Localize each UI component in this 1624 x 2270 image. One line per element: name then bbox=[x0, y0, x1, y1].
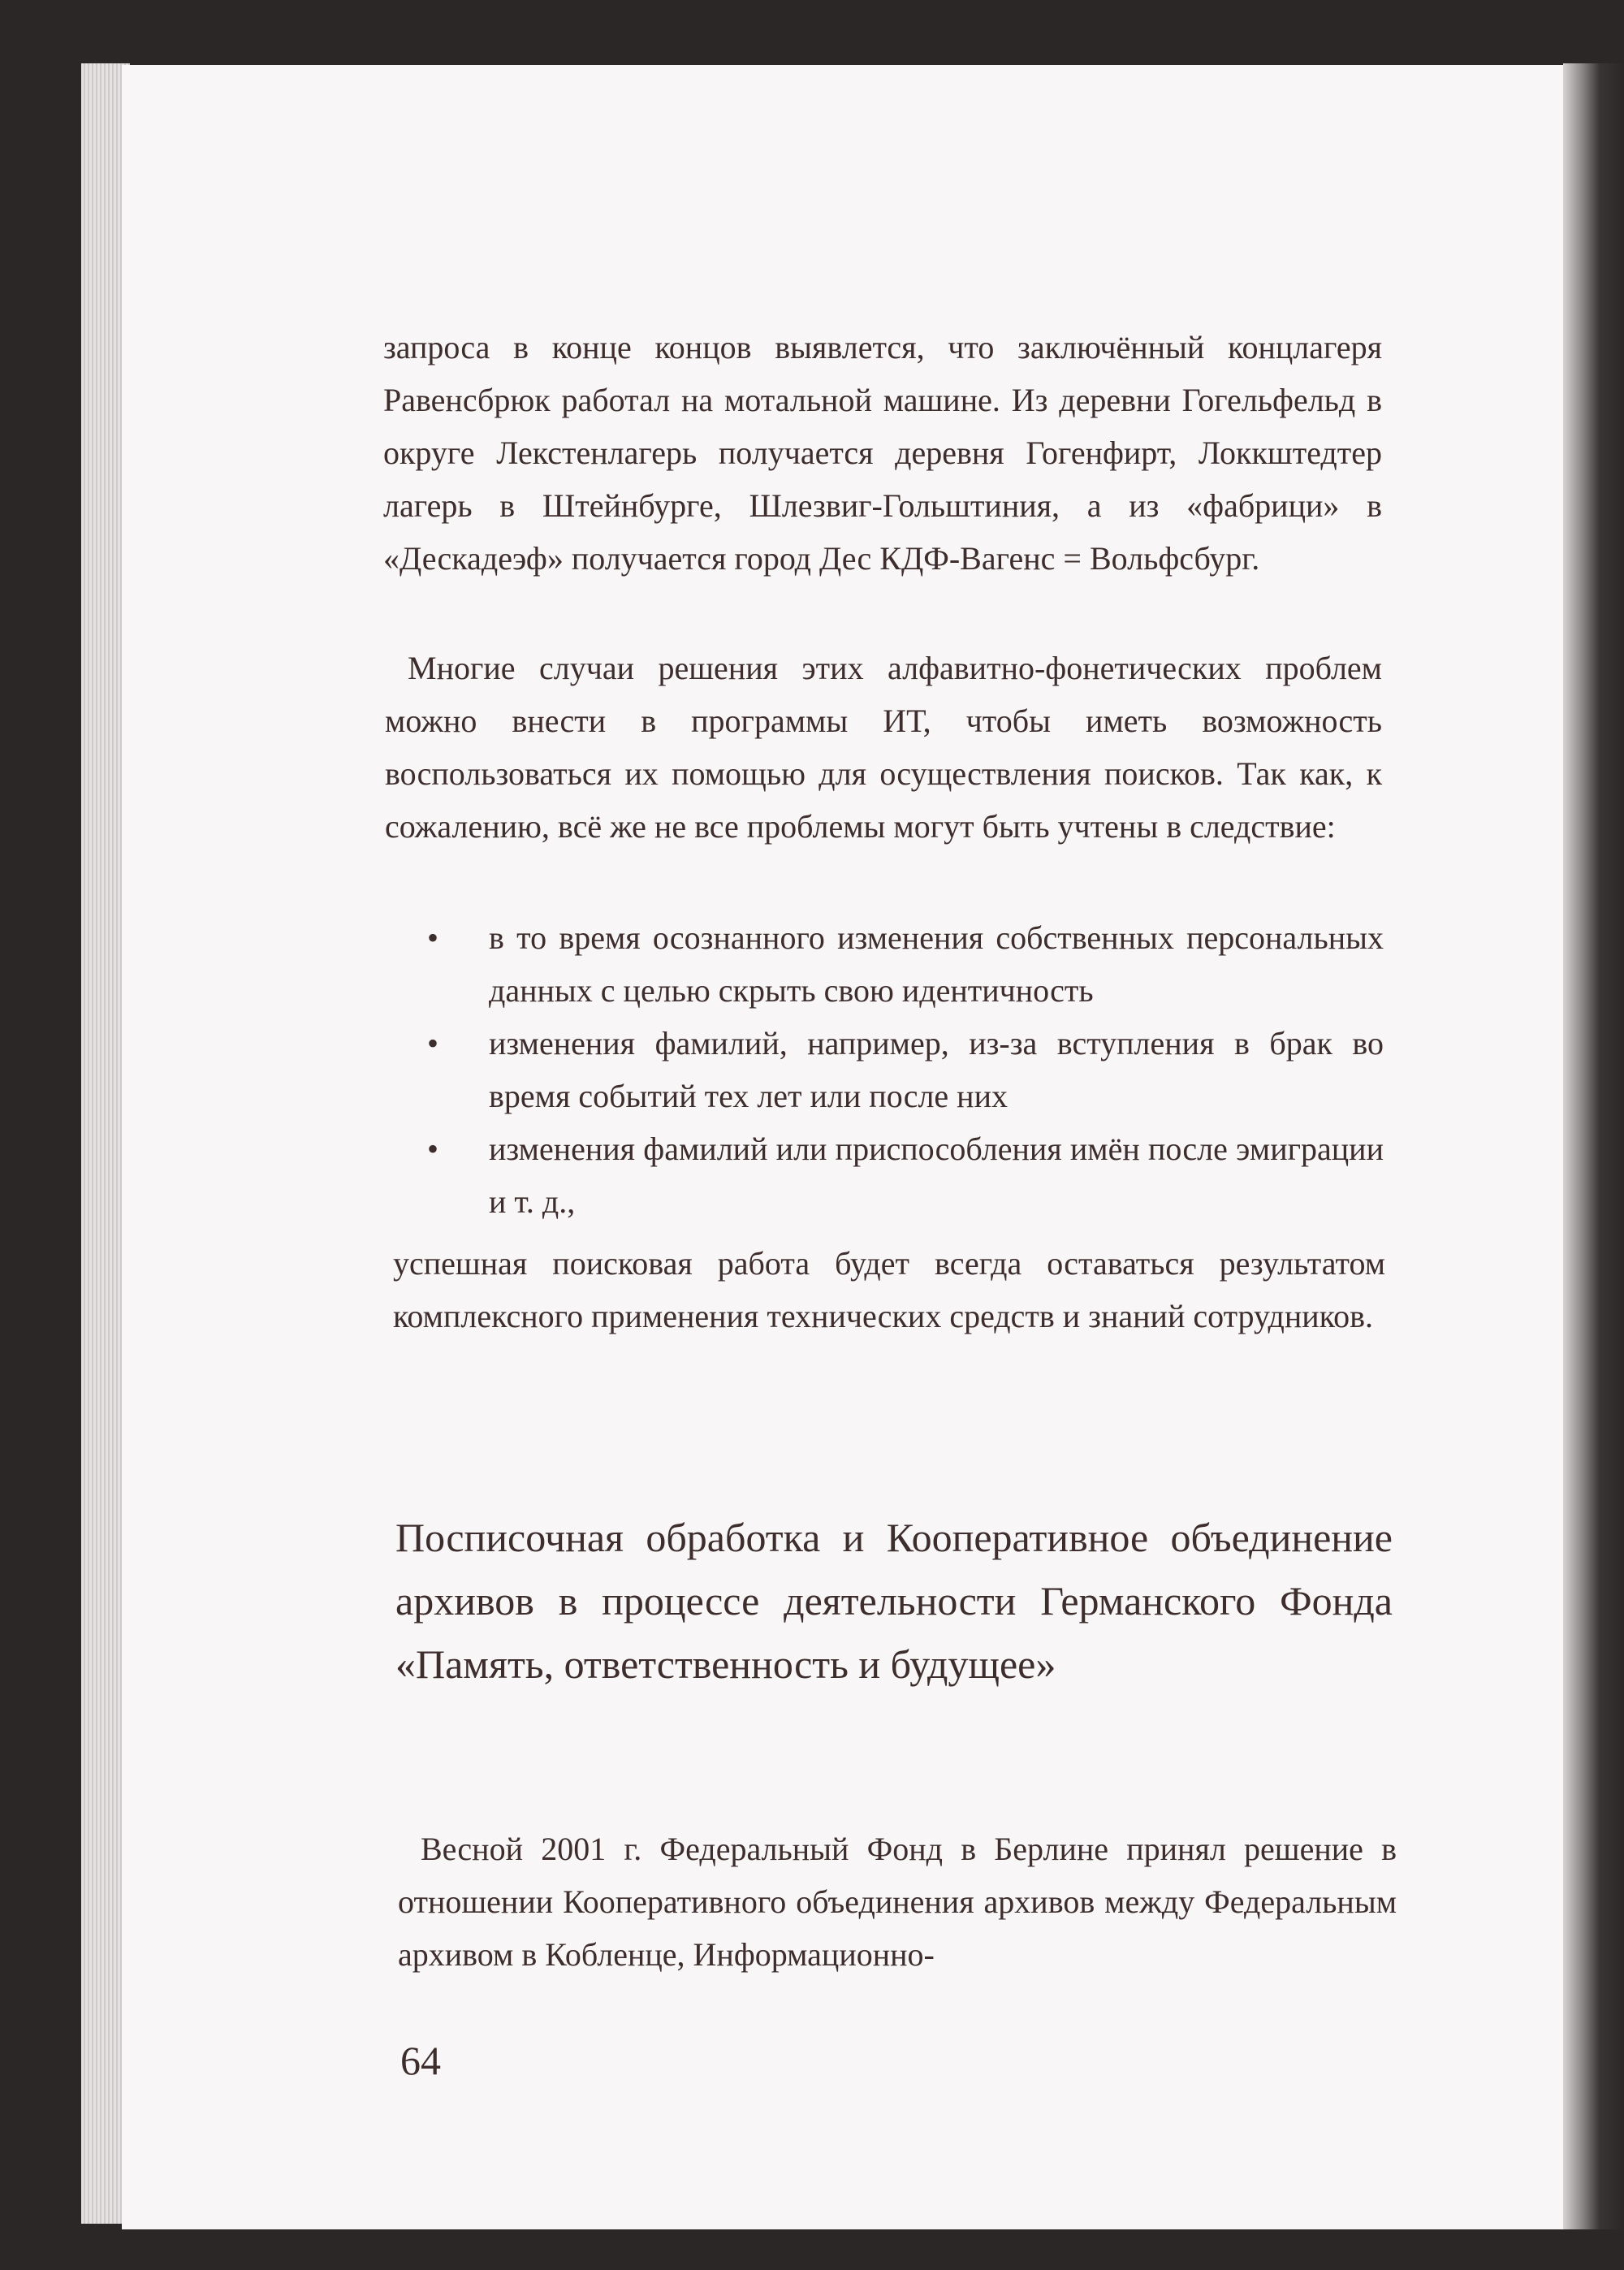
paragraph-4-block bbox=[398, 1822, 1397, 1981]
paragraph-3: успешная поисковая работа будет всегда оставаться результатом комплексного применения технических средств и знаний сотрудников. bbox=[393, 1245, 1385, 1334]
bullet-icon: • bbox=[427, 1131, 439, 1167]
bullet-icon: • bbox=[427, 1025, 439, 1061]
bullet-list bbox=[385, 911, 1384, 1228]
list-item-text: изменения фамилий или приспособления имён после эмиграции и т. д., bbox=[489, 1131, 1384, 1220]
paragraph-2-block bbox=[385, 642, 1382, 853]
list-item-text: в то время осознанного изменения собственных персональных данных с целью скрыть свою идентичность bbox=[489, 919, 1384, 1009]
paragraph-1-block bbox=[383, 321, 1382, 585]
section-heading: Посписочная обработка и Кооперативное объединение архивов в процессе деятельности Германского Фонда «Память, ответственность и будущее» bbox=[395, 1515, 1393, 1687]
list-item-text: изменения фамилий, например, из-за вступления в брак во время событий тех лет или после них bbox=[489, 1025, 1384, 1114]
paragraph-3-block bbox=[393, 1237, 1385, 1343]
paragraph-2: Многие случаи решения этих алфавитно-фонетических проблем можно внести в программы ИТ, чтобы иметь возможность воспользоваться их помощью для осуществления поисков. Так как, к сожалению, всё же не все проблемы могут быть учтены в следствие: bbox=[385, 650, 1382, 845]
list-item bbox=[385, 1122, 1384, 1228]
list-item bbox=[385, 911, 1384, 1017]
list-item bbox=[385, 1017, 1384, 1122]
scan-background bbox=[0, 2229, 1624, 2270]
paragraph-4: Весной 2001 г. Федеральный Фонд в Берлине принял решение в отношении Кооперативного объединения архивов между Федеральным архивом в Кобленце, Информационно- bbox=[398, 1831, 1397, 1973]
page-number: 64 bbox=[400, 2038, 441, 2083]
paragraph-1: запроса в конце концов выявлется, что заключённый концлагеря Равенсбрюк работал на мотальной машине. Из деревни Гогельфельд в округе Лекстенлагерь получается деревня Гогенфирт, Локкштедтер лагерь в Штейнбурге, Шлезвиг-Гольштиния, а из «фабрици» в «Дескадеэф» получается город Дес КДФ-Вагенс = Вольфсбург. bbox=[383, 329, 1382, 577]
bullet-icon: • bbox=[427, 919, 439, 956]
book-spine bbox=[1563, 63, 1624, 2270]
